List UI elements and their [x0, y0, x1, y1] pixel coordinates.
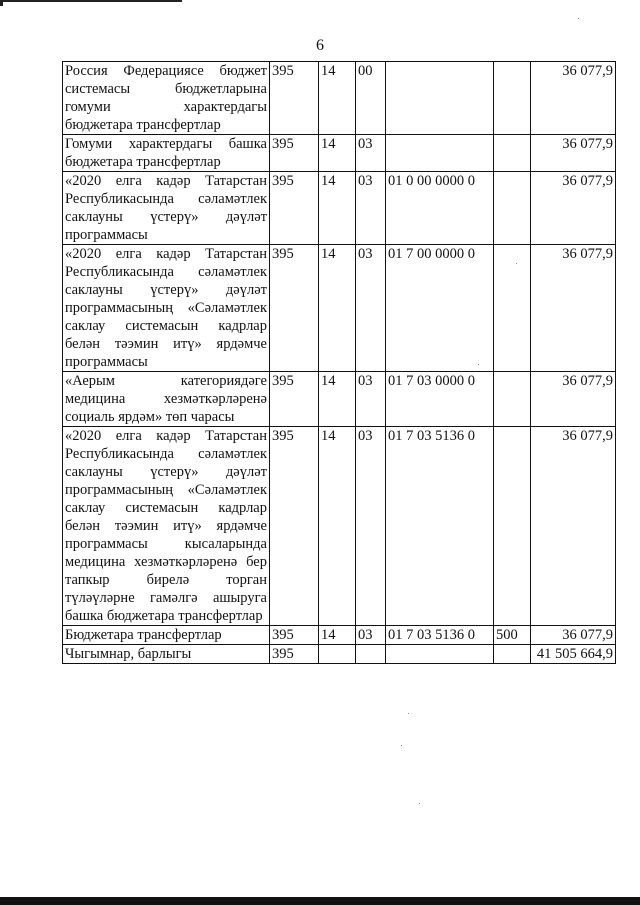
table-row	[63, 626, 616, 645]
amount-cell: 41 505 664,9	[531, 645, 616, 664]
row-name-cell: «2020 елга кадәр Татарстан Республикасында сәламәтлек саклауны үстерү» дәүләт программасының «Сәламәтлек саклау системасын кадрлар белән тәэмин итү» ярдәмче программасы	[63, 245, 270, 372]
scan-speck	[578, 18, 579, 19]
subsection-code-cell: 03	[356, 172, 386, 245]
expense-type-cell	[494, 372, 531, 427]
row-name-cell: «Аерым категориядәге медицина хезмәткәрләренә социаль ярдәм» төп чарасы	[63, 372, 270, 427]
budget-table	[62, 61, 616, 664]
subsection-code-cell: 03	[356, 427, 386, 626]
table-row	[63, 427, 616, 626]
table-row	[63, 62, 616, 135]
expense-type-cell	[494, 645, 531, 664]
row-name-cell: Россия Федерациясе бюджет системасы бюджетларына гомуми характердагы бюджетара трансфертлар	[63, 62, 270, 135]
subsection-code-cell: 03	[356, 626, 386, 645]
ministry-code-cell: 395	[270, 172, 319, 245]
page-number: 6	[316, 37, 324, 54]
ministry-code-cell: 395	[270, 245, 319, 372]
table-row	[63, 245, 616, 372]
target-article-cell: 01 7 03 0000 0	[386, 372, 494, 427]
section-code-cell: 14	[319, 62, 356, 135]
row-name-cell: Чыгымнар, барлыгы	[63, 645, 270, 664]
target-article-cell	[386, 62, 494, 135]
section-code-cell: 14	[319, 372, 356, 427]
row-name-cell: «2020 елга кадәр Татарстан Республикасында сәламәтлек саклауны үстерү» дәүләт программасы	[63, 172, 270, 245]
table-row	[63, 172, 616, 245]
amount-cell: 36 077,9	[531, 172, 616, 245]
target-article-cell: 01 0 00 0000 0	[386, 172, 494, 245]
expense-type-cell	[494, 172, 531, 245]
subsection-code-cell: 03	[356, 372, 386, 427]
target-article-cell	[386, 645, 494, 664]
ministry-code-cell: 395	[270, 135, 319, 172]
row-name-cell: Бюджетара трансфертлар	[63, 626, 270, 645]
subsection-code-cell: 00	[356, 62, 386, 135]
target-article-cell: 01 7 00 0000 0	[386, 245, 494, 372]
expense-type-cell	[494, 135, 531, 172]
expense-type-cell	[494, 427, 531, 626]
scan-speck	[401, 745, 402, 746]
expense-type-cell: 500	[494, 626, 531, 645]
section-code-cell: 14	[319, 135, 356, 172]
amount-cell: 36 077,9	[531, 427, 616, 626]
section-code-cell: 14	[319, 427, 356, 626]
ministry-code-cell: 395	[270, 645, 319, 664]
target-article-cell	[386, 135, 494, 172]
amount-cell: 36 077,9	[531, 245, 616, 372]
expense-type-cell	[494, 62, 531, 135]
ministry-code-cell: 395	[270, 372, 319, 427]
amount-cell: 36 077,9	[531, 62, 616, 135]
subsection-code-cell: 03	[356, 245, 386, 372]
scan-border-bottom	[0, 897, 640, 905]
ministry-code-cell: 395	[270, 626, 319, 645]
table-row	[63, 135, 616, 172]
scan-speck	[408, 713, 409, 714]
row-name-cell: Гомуми характердагы башка бюджетара трансфертлар	[63, 135, 270, 172]
section-code-cell: 14	[319, 245, 356, 372]
amount-cell: 36 077,9	[531, 372, 616, 427]
section-code-cell: 14	[319, 626, 356, 645]
section-code-cell	[319, 645, 356, 664]
scan-border-top-left	[0, 0, 182, 6]
table-row	[63, 372, 616, 427]
target-article-cell: 01 7 03 5136 0	[386, 626, 494, 645]
table-row	[63, 645, 616, 664]
target-article-cell: 01 7 03 5136 0	[386, 427, 494, 626]
subsection-code-cell	[356, 645, 386, 664]
subsection-code-cell: 03	[356, 135, 386, 172]
expense-type-cell	[494, 245, 531, 372]
ministry-code-cell: 395	[270, 62, 319, 135]
row-name-cell: «2020 елга кадәр Татарстан Республикасында сәламәтлек саклауны үстерү» дәүләт программасының «Сәламәтлек саклау системасын кадрлар белән тәэмин итү» ярдәмче программасы кысаларында медицина хезмәткәрләренә бер тапкыр бирелә торган түләүләрне гамәлгә ашыруга башка бюджетара трансфертлар	[63, 427, 270, 626]
section-code-cell: 14	[319, 172, 356, 245]
amount-cell: 36 077,9	[531, 626, 616, 645]
amount-cell: 36 077,9	[531, 135, 616, 172]
scan-speck	[419, 803, 420, 804]
ministry-code-cell: 395	[270, 427, 319, 626]
